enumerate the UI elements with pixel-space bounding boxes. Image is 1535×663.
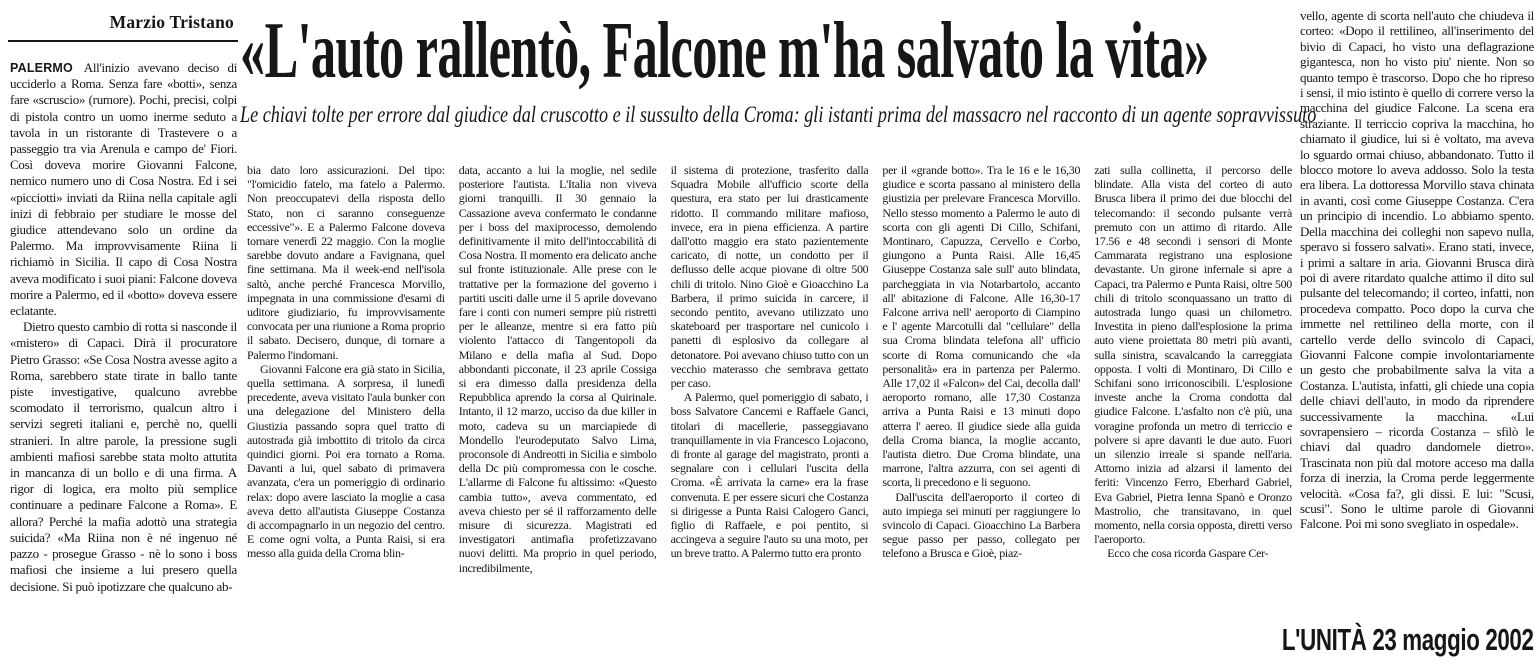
article-paragraph: per il «grande botto». Tra le 16 e le 16,30 giudice e scorta passano al ministero della giustizia per prelevare Francesca Morvillo. Nello stesso momento a Palermo le auto di scorta con gli agenti Di Cillo, Schifani, Montinaro, Capuzza, Cervello e Corbo, giungono a Punta Raisi. Alle 16,45 Giuseppe Costanza sale sull' auto blindata, parcheggiata in via Notarbartolo, accanto all' abitazione di Falcone. Alle 16,30-17 Falcone arriva nell' aeroporto di Ciampino e l' agente Marcotulli dal "cellulare" della sua Croma blindata telefona all' ufficio scorte di Roma comunicando che «la personalità» era in partenza per Palermo. Alle 17,02 il «Falcon» del Cai, decolla dall' aeroporto romano, alle 17,30 Costanza arriva a Punta Raisi e 13 minuti dopo atterra l' aereo. Il giudice siede alla guida della Croma bianca, la moglie accanto, l'autista dietro. Due Croma blindate, una marrone, l'altra azzurra, con sei agenti di scorta, li precedono e li seguono. <box>882 163 1081 490</box>
article-column-6 <box>1094 163 1292 633</box>
headline-block <box>240 8 1358 158</box>
article-body <box>247 163 1292 633</box>
article-paragraph: bia dato loro assicurazioni. Del tipo: "l'omicidio fatelo, ma fatelo a Palermo. Non preoccupatevi della risposta dello Stato, non ci saranno conseguenze eccessive"». E a Palermo Falcone doveva tornare venerdì 22 maggio. Con la moglie sarebbe dovuto andare a Favignana, quel fine settimana. Ma il week-end nell'isola saltò, anche perché Francesca Morvillo, impegnata in una commissione d'esami di uditore giudiziario, fu improvvisamente convocata per una riunione a Roma proprio il sabato. Decisero, dunque, di tornare a Palermo l'indomani. <box>247 163 445 362</box>
article-paragraph: Ecco che cosa ricorda Gaspare Cer- <box>1107 546 1269 561</box>
byline-divider <box>8 40 238 42</box>
article-paragraph: data, accanto a lui la moglie, nel sedile posteriore l'autista. L'Italia non viveva giorni tranquilli. Il 30 gennaio la Cassazione aveva confermato le condanne per i boss del maxiprocesso, demolendo definitivamente il mito dell'intoccabilità di Cosa Nostra. Il momento era delicato anche sul fronte istituzionale. Alle prese con le trattative per la formazione del governo i partiti usciti dalle urne il 5 aprile dovevano fare i conti con numeri sempre più ristretti per le alleanze, mentre si era fatto più violento l'attacco di Tangentopoli da Milano e della mafia al Sud. Dopo abbondanti picconate, il 23 aprile Cossiga si era dimesso dalla presidenza della Repubblica aprendo la corsa al Quirinale. Intanto, il 12 marzo, ucciso da due killer in moto, cadeva su un marciapiede di Mondello l'eurodeputato Salvo Lima, proconsole di Andreotti in Sicilia e simbolo della Dc più compromessa con le cosche. L'allarme di Falcone fu altissimo: «Questo cambia tutto», aveva commentato, ed aveva chiesto per sé il rafforzamento delle misure di sicurezza. Magistrati ed investigatori antimafia profetizzavano nuovi delitti. Ma proprio in quel periodo, incredibilmente, <box>458 163 657 575</box>
article-paragraph-text: All'inizio avevano deciso di ucciderlo a Roma. Senza fare «botti», senza fare «scruscio» (rumore). Pochi, precisi, colpi di pistola contro un uomo inerme seduto a tavola in un ristorante di Trastevere o a passeggio tra via Arenula e campo de' Fiori. Così doveva morire Giovanni Falcone, nemico numero uno di Cosa Nostra. Ed i sei «picciotti» inviati da Riina nella capitale agli inizi di febbraio per studiare le mosse del giudice attendevano solo un ordine da Palermo. Ma improvvisamente Riina li richiamò in Sicilia. Il capo di Cosa Nostra aveva modificato i suoi piani: Falcone doveva morire a Palermo, ed il «botto» doveva essere eclatante. <box>10 60 237 319</box>
publication-footer-block <box>1240 622 1534 658</box>
publication-footer: L'UNITÀ 23 maggio 2002 <box>1282 622 1534 657</box>
article-column-5 <box>882 163 1080 633</box>
subhead: Le chiavi tolte per errore dal giudice dal cruscotto e il sussulto della Croma: gli istanti prima del massacro nel racconto di un agente sopravvissuto <box>240 102 1317 127</box>
dateline: PALERMO <box>10 61 73 75</box>
article-column-3 <box>459 163 657 633</box>
article-column-4 <box>671 163 869 633</box>
article-paragraph: A Palermo, quel pomeriggio di sabato, i boss Salvatore Cancemi e Raffaele Ganci, titolari di macellerie, passeggiavano tranquillamente in via Francesco Lojacono, di fronte al garage del magistrato, pronti a segnalare con i cellulari l'uscita della Croma. «È arrivata la carne» era la frase convenuta. E per essere sicuri che Costanza si dirigesse a Punta Raisi Calogero Ganci, figlio di Raffaele, e poi pentito, si accingeva a seguire l'auto su una moto, per un breve tratto. A Palermo tutto era pronto <box>670 390 869 561</box>
article-paragraph: il sistema di protezione, trasferito dalla Squadra Mobile all'ufficio scorte della questura, era stato per lui drasticamente ridotto. Il commando militare mafioso, invece, era in piena efficienza. A partire dall'otto maggio era stato pazientemente caricato, di notte, un condotto per il deflusso delle acque piovane di oltre 500 chili di tritolo. Nino Gioè e Gioacchino La Barbera, il primo suicida in carcere, il secondo pentito, avevano utilizzato uno skateboard per trasportare nel cunicolo i panetti di esplosivo da collegare al detonatore. Poi avevano chiuso tutto con un vecchio materasso che sembrava gettato per caso. <box>670 163 869 391</box>
headline: «L'auto rallentò, Falcone m'ha salvato la vita» <box>240 7 1209 95</box>
article-paragraph: zati sulla collinetta, il percorso delle blindate. Alla vista del corteo di auto Brusca libera il primo dei due blocchi del telecomando: il secondo pulsante verrà premuto con un attimo di ritardo. Alle 17.56 e 48 secondi i sensori di Monte Cammarata registrano una esplosione devastante. Un girone infernale si apre a Capaci, tra Palermo e Punta Raisi, oltre 500 chili di tritolo sconquassano un tratto di autostrada lungo quasi un chilometro. Investita in pieno dall'esplosione la prima auto viene proiettata 80 metri più avanti, sulla sinistra, scavalcando la carreggiata opposta. I volti di Montinaro, Di Cillo e Schifani sono irriconoscibili. L'esplosione investe anche la Croma condotta dal giudice Falcone. L'asfalto non c'è più, una voragine profonda un metro di terriccio e polvere si apre davanti le due auto. Fuori un silenzio irreale si spande nell'aria. Attorno inizia ad alzarsi il lamento dei feriti: Vincenzo Ferro, Eberhard Gabriel, Eva Gabriel, Pietra Ienna Spanò e Oronzo Mastrolio, che transitavano, in quel momento, nella corsia opposta, diretti verso l'aeroporto. <box>1094 163 1292 547</box>
article-column-7 <box>1300 8 1534 620</box>
article-column-2 <box>247 163 445 633</box>
article-column-1 <box>10 60 237 635</box>
article-paragraph <box>10 60 237 319</box>
article-paragraph: Dall'uscita dell'aeroporto il corteo di auto impiega sei minuti per raggiungere lo svincolo di Capaci. Gioacchino La Barbera segue passo per passo, collegato per telefono a Brusca e Gioè, piaz- <box>882 489 1081 561</box>
article-paragraph: Dietro questo cambio di rotta si nasconde il «mistero» di Capaci. Dirà il procuratore Pietro Grasso: «Se Cosa Nostra avesse agito a Roma, sarebbero state tirate in ballo tante piste investigative, qualcuno avrebbe scomodato il terrorismo, qualcun altro i servizi segreti italiani e, perchè no, quelli stranieri. In altre parole, la pressione sugli ambienti mafiosi sarebbe stata molto attutita in mancanza di un bollo e di una firma. A rigor di logica, era molto più semplice continuare a pedinare Falcone a Roma». E allora? Perché la mafia adottò una strategia suicida? «Ma Riina non è né ingenuo né pazzo - prosegue Grasso - nè lo sono i boss mafiosi che insieme a lui presero quella decisione. Si può ipotizzare che qualcuno ab- <box>10 319 237 594</box>
article-paragraph: Giovanni Falcone era già stato in Sicilia, quella settimana. A sorpresa, il lunedì precedente, aveva visitato l'aula bunker con una delegazione del Ministero della Giustizia passando sopra quel tratto di autostrada già imbottito di tritolo da circa quindici giorni. Poi era tornato a Roma. Davanti a lui, quel sabato di primavera avanzata, c'era un pomeriggio di ordinario relax: dopo avere lasciato la moglie a casa aveva detto all'autista Giuseppe Costanza di accompagnarlo in un negozio del centro. E come ogni volta, a Punta Raisi, si era messo alla guida della Croma blin- <box>247 361 445 561</box>
byline: Marzio Tristano <box>109 12 234 32</box>
article-paragraph: vello, agente di scorta nell'auto che chiudeva il corteo: «Dopo il rettilineo, all'inserimento del bivio di Capaci, ho visto una deflagrazione gigantesca, non ho visto piu' niente. Non so quanto tempo è trascorso. Dopo che ho ripreso i sensi, il mio istinto è quello di correre verso la macchina del giudice Falcone. La scena era straziante. Il terriccio copriva la macchina, ho chiamato il giudice, lui si è voltato, ma aveva lo sguardo ormai chiuso, abbandonato. Tutto il blocco motore lo aveva addosso. Solo la testa era libera. La dottoressa Morvillo stava chinata in avanti, così come Giuseppe Costanza. C'era un principio di incendio. Lo abbiamo spento. Della macchina dei colleghi non sapevo nulla, speravo si fossero salvati». Erano stati, invece, i primi a saltare in aria. Giovanni Brusca dirà poi di avere ritardato qualche attimo il dito sul pulsante del telecomando; il corteo, infatti, non procedeva compatto. Poco dopo la curva che immette nel rettilineo della morte, con il cartello verde dello svincolo di Capaci, Giovanni Falcone compie involontariamente un gesto che probabilmente salva la vita a Costanza. L'autista, infatti, gli chiede una copia delle chiavi dell'auto, in modo da riprendere successivamente la macchina. «Lui sovrapensiero – ricorda Costanza – sfilò le chiavi dal quadro dandomele dietro». Trascinata non più dal motore acceso ma dalla forza di inerzia, la Croma perde leggermente velocità. «Cosa fa?, gli dissi. E lui: "Scusi, scusi". Sono le ultime parole di Giovanni Falcone. Poi mi sono svegliato in ospedale». <box>1300 8 1534 532</box>
